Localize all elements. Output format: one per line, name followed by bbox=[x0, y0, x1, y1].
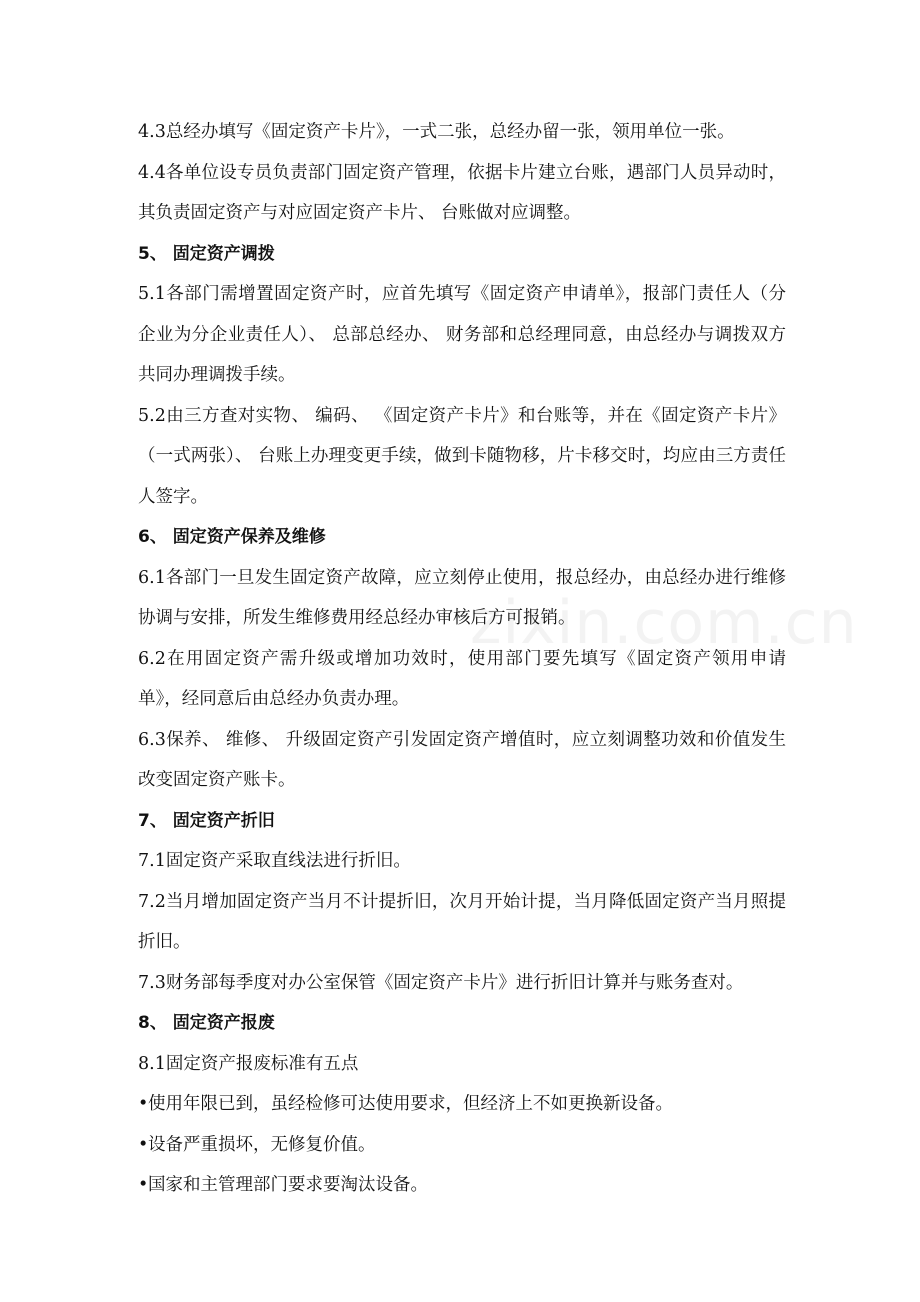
paragraph: 8.1固定资产报废标准有五点 bbox=[138, 1053, 359, 1074]
bullet-text: 国家和主管理部门要求要淘汰设备。 bbox=[148, 1175, 428, 1195]
document-body bbox=[138, 112, 786, 1206]
paragraph: 7.1固定资产采取直线法进行折旧。 bbox=[138, 851, 411, 871]
bullet-dot-icon: • bbox=[138, 1094, 149, 1114]
bullet-dot-icon: • bbox=[138, 1134, 149, 1155]
bullet-item bbox=[138, 1084, 786, 1125]
paragraph: 4.3总经办填写《固定资产卡片》，一式二张，总经办留一张，领用单位一张。 bbox=[138, 122, 735, 142]
bullet-text: 使用年限已到，虽经检修可达使用要求，但经济上不如更换新设备。 bbox=[148, 1094, 673, 1114]
paragraph: 7.3财务部每季度对办公室保管《固定资产卡片》进行折旧计算并与账务查对。 bbox=[138, 972, 744, 993]
paragraph: 7.2当月增加固定资产当月不计提折旧，次月开始计提，当月降低固定资产当月照提折旧。 bbox=[138, 891, 786, 952]
bullet-text: 设备严重损坏，无修复价值。 bbox=[148, 1134, 376, 1155]
bullet-item bbox=[138, 1165, 786, 1206]
section-heading: 6、 固定资产保养及维修 bbox=[138, 527, 326, 547]
watermark: zixin.com.cn bbox=[470, 588, 858, 658]
section-heading: 7、 固定资产折旧 bbox=[138, 810, 275, 831]
paragraph: 6.2在用固定资产需升级或增加功效时，使用部门要先填写《固定资产领用申请单》，经同意后由总经办负责办理。 bbox=[138, 648, 786, 709]
paragraph: 4.4各单位设专员负责部门固定资产管理，依据卡片建立台账，遇部门人员异动时，其负责固定资产与对应固定资产卡片、 台账做对应调整。 bbox=[138, 162, 786, 223]
bullet-item bbox=[138, 1125, 786, 1166]
section-heading: 5、 固定资产调拨 bbox=[138, 243, 275, 264]
paragraph: 5.1各部门需增置固定资产时，应首先填写《固定资产申请单》，报部门责任人（分企业为分企业责任人）、 总部总经办、 财务部和总经理同意，由总经办与调拨双方共同办理调拨手续。 bbox=[138, 284, 786, 385]
paragraph: 6.1各部门一旦发生固定资产故障，应立刻停止使用，报总经办，由总经办进行维修协调与安排，所发生维修费用经总经办审核后方可报销。 bbox=[138, 567, 786, 628]
section-heading: 8、 固定资产报废 bbox=[138, 1013, 275, 1033]
paragraph: 6.3保养、 维修、 升级固定资产引发固定资产增值时，应立刻调整功效和价值发生改变固定资产账卡。 bbox=[138, 729, 786, 790]
paragraph: 5.2由三方查对实物、 编码、 《固定资产卡片》和台账等，并在《固定资产卡片》（一式两张）、 台账上办理变更手续，做到卡随物移，片卡移交时，均应由三方责任人签字。 bbox=[138, 405, 786, 507]
bullet-dot-icon: • bbox=[138, 1175, 149, 1195]
